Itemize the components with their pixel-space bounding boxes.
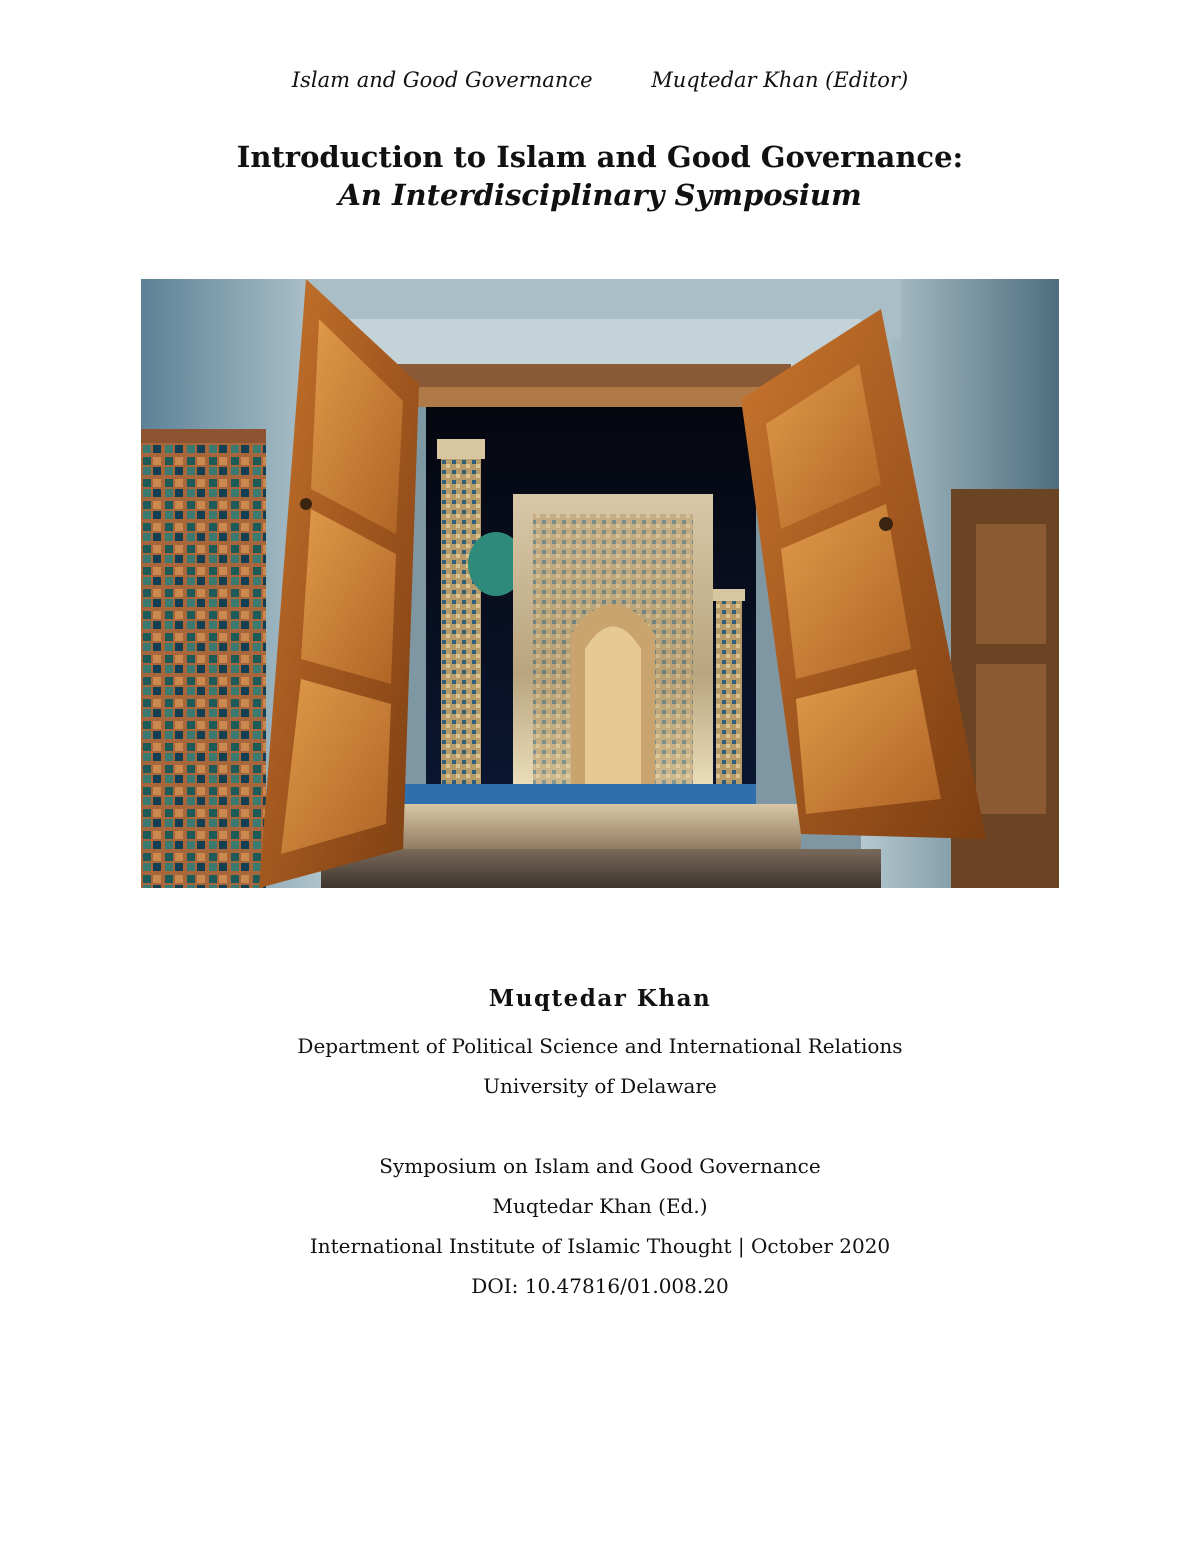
document-title: Introduction to Islam and Good Governance: [236, 140, 964, 174]
document-subtitle: An Interdisciplinary Symposium [338, 178, 862, 212]
spacer [0, 1106, 1200, 1146]
running-header-editor: Muqtedar Khan (Editor) [651, 68, 909, 92]
author-name: Muqtedar Khan [488, 985, 712, 1012]
publication-series: Symposium on Islam and Good Governance [379, 1154, 821, 1178]
running-header-title: Islam and Good Governance [291, 68, 593, 92]
publication-publisher-date: International Institute of Islamic Thought | October 2020 [309, 1234, 891, 1258]
title-block [0, 138, 1200, 214]
cover-image [141, 279, 1059, 888]
publication-editor: Muqtedar Khan (Ed.) [492, 1194, 708, 1218]
author-block [0, 982, 1200, 1306]
running-header [0, 68, 1200, 92]
publication-doi: DOI: 10.47816/01.008.20 [471, 1274, 729, 1298]
author-university: University of Delaware [483, 1074, 717, 1098]
author-department: Department of Political Science and International Relations [297, 1034, 903, 1058]
